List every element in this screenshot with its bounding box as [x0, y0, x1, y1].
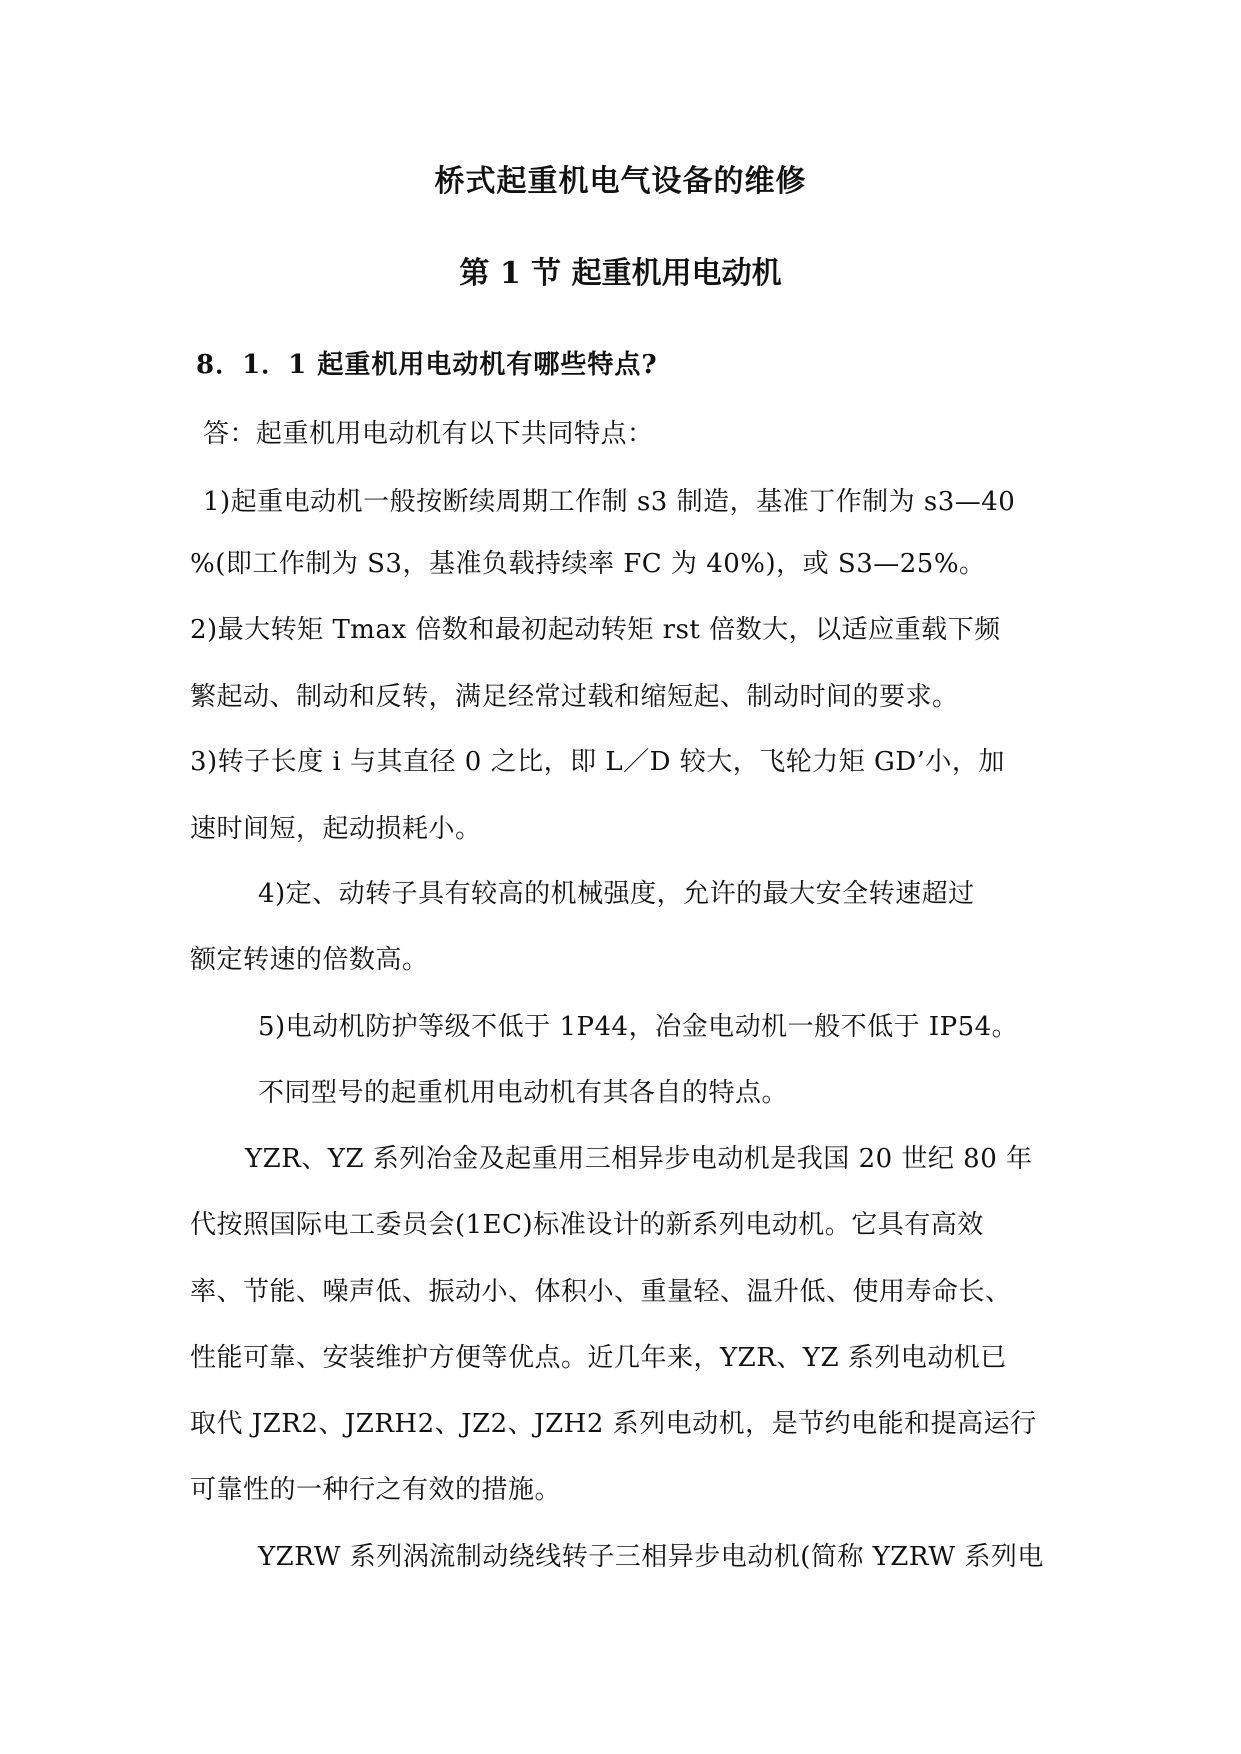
- paragraph-line: 4)定、动转子具有较高的机械强度，允许的最大安全转速超过: [258, 879, 975, 909]
- paragraph-line: 不同型号的起重机用电动机有其各自的特点。: [258, 1078, 789, 1108]
- paragraph-line: 取代 JZR2、JZRH2、JZ2、JZH2 系列电动机，是节约电能和提高运行: [190, 1409, 1037, 1439]
- paragraph-line: 代按照国际电工委员会(1EC)标准设计的新系列电动机。它具有高效: [190, 1210, 984, 1240]
- paragraph-line: YZRW 系列涡流制动绕线转子三相异步电动机(简称 YZRW 系列电: [258, 1542, 1044, 1572]
- section-heading: 第 1 节 起重机用电动机: [459, 256, 782, 291]
- paragraph-line: 可靠性的一种行之有效的措施。: [190, 1475, 562, 1505]
- paragraph-line: YZR、YZ 系列冶金及起重用三相异步电动机是我国 20 世纪 80 年: [245, 1144, 1033, 1174]
- paragraph-line: 率、节能、噪声低、振动小、体积小、重量轻、温升低、使用寿命长、: [190, 1277, 1012, 1307]
- document-title: 桥式起重机电气设备的维修: [434, 164, 807, 199]
- paragraph-line: 3)转子长度 i 与其直径 0 之比，即 L／D 较大，飞轮力矩 GD’小，加: [190, 747, 1005, 777]
- paragraph-line: 繁起动、制动和反转，满足经常过载和缩短起、制动时间的要求。: [190, 682, 959, 712]
- paragraph-line: 速时间短，起动损耗小。: [190, 814, 482, 844]
- paragraph-line: 1)起重电动机一般按断续周期工作制 s3 制造，基准丁作制为 s3—40: [203, 487, 1016, 517]
- paragraph-line: 性能可靠、安装维护方便等优点。近几年来，YZR、YZ 系列电动机已: [190, 1343, 1007, 1373]
- paragraph-line: 额定转速的倍数高。: [190, 945, 429, 975]
- paragraph-line: %(即工作制为 S3，基准负载持续率 FC 为 40%)，或 S3—25%。: [190, 549, 986, 579]
- paragraph-line: 2)最大转矩 Tmax 倍数和最初起动转矩 rst 倍数大，以适应重载下频: [190, 615, 1001, 645]
- question-heading: 8．1．1 起重机用电动机有哪些特点?: [196, 350, 658, 380]
- paragraph-line: 5)电动机防护等级不低于 1P44，冶金电动机一般不低于 IP54。: [258, 1012, 1019, 1042]
- paragraph-line: 答：起重机用电动机有以下共同特点：: [203, 419, 654, 449]
